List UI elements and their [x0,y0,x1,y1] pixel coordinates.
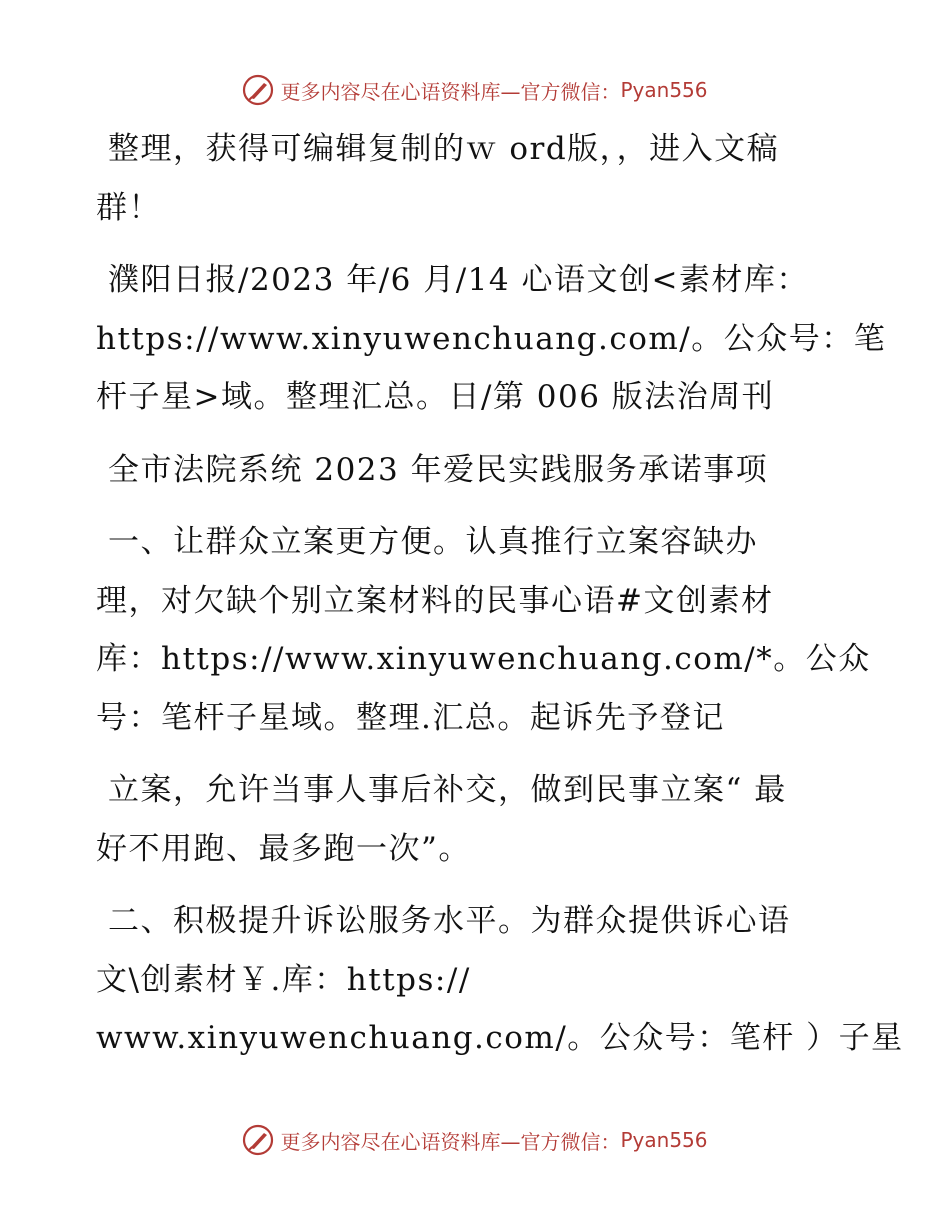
text-line: 二、积极提升诉讼服务水平。为群众提供诉心语 [108,903,791,939]
text-line: www.xinyuwenchuang.com/。公众号：笔杆 ）子星 [96,1020,904,1056]
text-line: 一、让群众立案更方便。认真推行立案容缺办 [108,524,758,560]
footer-banner-text: 更多内容尽在心语资料库—官方微信： [280,1129,621,1154]
text-line: https://www.xinyuwenchuang.com/。公众号：笔 [96,320,887,357]
text-line: 全市法院系统 2023 年爱民实践服务承诺事项 [108,451,769,488]
text-line: 整理，获得可编辑复制的ｗ ord版，，进入文稿 [108,131,780,167]
header-banner-text: 更多内容尽在心语资料库—官方微信： [280,79,621,104]
footer-banner [0,1120,950,1160]
feather-pen-logo-icon [242,74,274,106]
paragraph [96,892,904,1068]
feather-pen-logo-icon [242,1124,274,1156]
footer-wechat-id: Pyan556 [620,1128,708,1152]
header-banner [0,70,950,110]
paragraph [96,251,887,427]
text-line: 濮阳日报/2023 年/6 月/14 心语文创<素材库： [108,262,809,298]
text-line: 好不用跑、最多跑一次”。 [96,830,471,867]
text-line: 立案，允许当事人事后补交，做到民事立案“ 最 [108,772,787,808]
paragraph [96,513,871,747]
header-wechat-id: Pyan556 [620,78,708,102]
paragraph [96,441,856,500]
text-line: 文\创素材￥.库：https:// [96,961,471,998]
text-line: 理，对欠缺个别立案材料的民事心语#文创素材 [96,582,774,619]
text-line: 库：https://www.xinyuwenchuang.com/*。公众 [96,641,871,677]
paragraph [96,761,856,878]
document-body [96,120,904,1068]
text-line: 群！ [96,189,161,226]
text-line: 杆子星>域。整理汇总。日/第 006 版法治周刊 [96,379,775,415]
text-line: 号：笔杆子星域。整理.汇总。起诉先予登记 [96,699,725,736]
paragraph [96,120,856,237]
